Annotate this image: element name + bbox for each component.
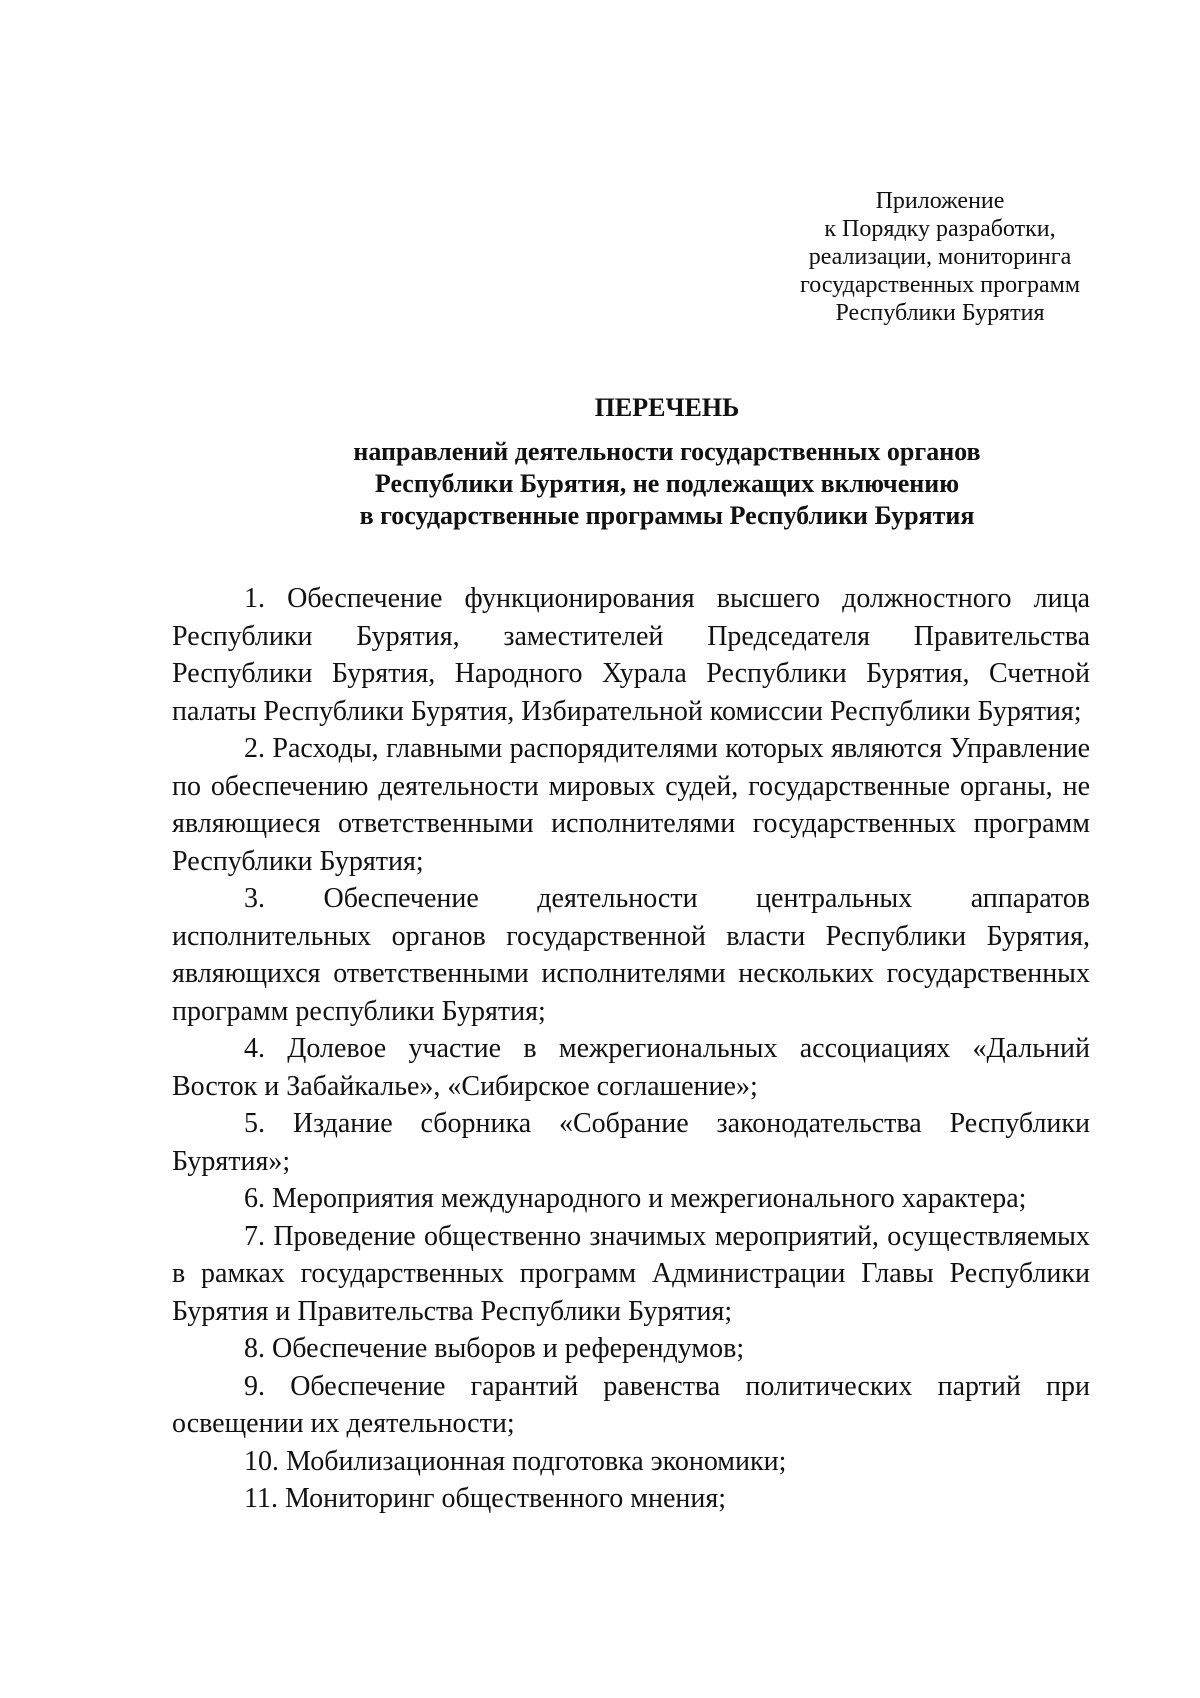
item-number: 10.: [244, 1445, 279, 1477]
item-number: 7.: [244, 1220, 265, 1252]
list-item: [172, 1368, 1090, 1443]
item-text: Обеспечение гарантий равенства политических партий при освещении их деятельности;: [172, 1370, 1090, 1439]
list-item: [172, 580, 1090, 730]
list-item: [172, 1180, 1090, 1218]
appendix-line: Республики Бурятия: [835, 300, 1045, 326]
list-item: [172, 1480, 1090, 1518]
item-text: Долевое участие в межрегиональных ассоциациях «Дальний Восток и Забайкалье», «Сибирское соглашение»;: [172, 1033, 1090, 1102]
document-subtitle: [300, 436, 1034, 532]
appendix-header: [780, 187, 1100, 327]
appendix-line: Приложение: [875, 188, 1005, 214]
document-body: [172, 580, 1090, 1518]
item-number: 9.: [244, 1370, 265, 1402]
item-number: 3.: [244, 883, 265, 914]
list-item: [172, 730, 1090, 880]
item-number: 6.: [244, 1183, 265, 1214]
item-text: Расходы, главными распорядителями которых являются Управление по обеспечению деятельности мировых судей, государственные органы, не являющиеся ответственными исполнителями государственных программ Республики Бурятия;: [172, 733, 1091, 877]
appendix-line: к Порядку разработки,: [824, 216, 1056, 242]
item-text: Мобилизационная подготовка экономики;: [286, 1445, 787, 1477]
item-text: Обеспечение выборов и референдумов;: [272, 1333, 745, 1364]
subtitle-line: в государственные программы Республики Бурятия: [359, 501, 975, 530]
list-item: [172, 1030, 1090, 1105]
subtitle-line: Республики Бурятия, не подлежащих включению: [374, 469, 960, 498]
item-text: Проведение общественно значимых мероприятий, осуществляемых в рамках государственных программ Администрации Главы Республики Бурятия и Правительства Республики Бурятия;: [172, 1220, 1090, 1327]
item-text: Обеспечение деятельности центральных аппаратов исполнительных органов государственной власти Республики Бурятия, являющихся ответственными исполнителями нескольких государственных программ республики Бурятия;: [172, 883, 1090, 1027]
list-item: [172, 1218, 1090, 1331]
appendix-line: государственных программ: [799, 272, 1081, 298]
item-number: 5.: [244, 1108, 265, 1139]
item-number: 2.: [244, 733, 265, 764]
item-number: 1.: [244, 583, 265, 614]
item-text: Издание сборника «Собрание законодательства Республики Бурятия»;: [172, 1108, 1091, 1177]
subtitle-line: направлений деятельности государственных органов: [353, 437, 981, 466]
document-title: ПЕРЕЧЕНЬ: [594, 393, 740, 422]
item-number: 8.: [244, 1333, 265, 1364]
item-text: Мониторинг общественного мнения;: [284, 1483, 727, 1514]
item-text: Мероприятия международного и межрегионального характера;: [272, 1183, 1027, 1214]
item-number: 11.: [244, 1483, 278, 1514]
list-item: [172, 880, 1090, 1030]
list-item: [172, 1330, 1090, 1368]
item-number: 4.: [244, 1033, 265, 1064]
list-item: [172, 1443, 1090, 1481]
appendix-line: реализации, мониторинга: [808, 244, 1072, 270]
list-item: [172, 1105, 1090, 1180]
item-text: Обеспечение функционирования высшего должностного лица Республики Бурятия, заместителей Председателя Правительства Республики Бурятия, Народного Хурала Республики Бурятия, Счетной палаты Республики Бурятия, Избирательной комиссии Республики Бурятия;: [172, 583, 1090, 727]
